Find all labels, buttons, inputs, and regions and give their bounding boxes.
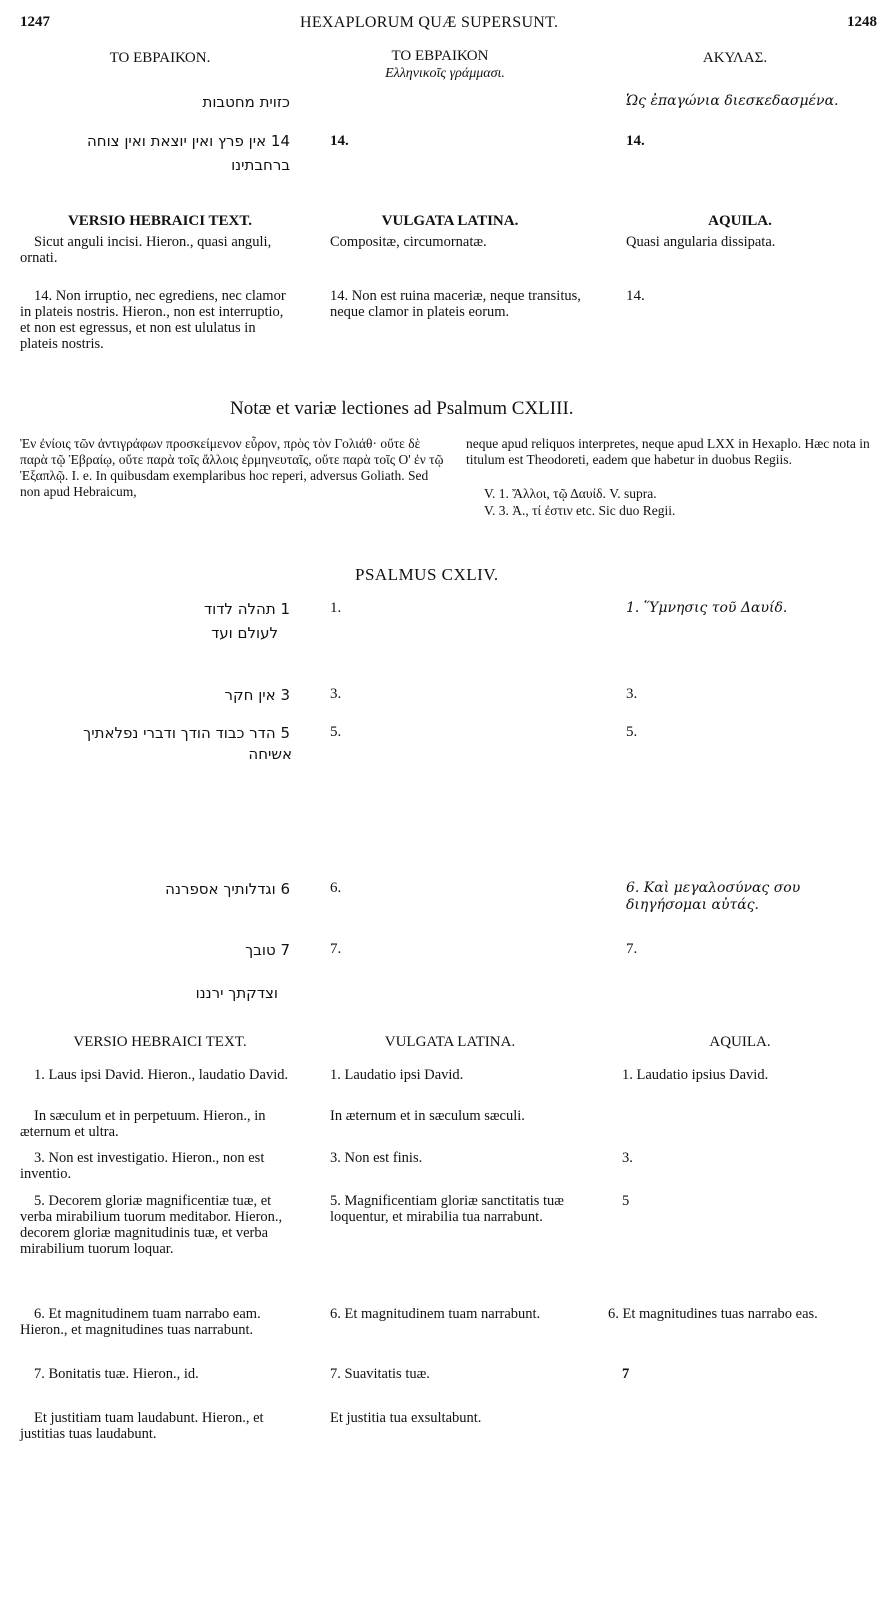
- graeco-v6: 6.: [330, 880, 342, 896]
- versio-2-v5: 5. Decorem gloriæ magnificentiæ tuæ, et verba mirabilium tuorum meditabor. Hieron., decorem gloriæ magnitudinis tuæ, et verba mirabilium tuorum loquar.: [20, 1193, 283, 1257]
- vulgata-v1: Compositæ, circumornatæ.: [330, 234, 487, 250]
- graeco-v7: 7.: [330, 941, 342, 957]
- page-number-right: 1248: [847, 14, 877, 30]
- notes-right-2: V. 1. Ἄλλοι, τῷ Δαυίδ. V. supra.: [484, 486, 657, 501]
- latin-head-aquila-2: AQUILA.: [709, 1034, 771, 1050]
- versio-2-v6: 6. Et magnitudinem tuam narrabo eam. Hieron., et magnitudines tuas narrabunt.: [20, 1306, 261, 1338]
- hebrew-v14-line2: ברחבתינו: [231, 156, 290, 174]
- notes-right-3: V. 3. Ἀ., τί ἐστιν etc. Sic duo Regii.: [484, 503, 676, 518]
- aquila-2-v6: 6. Et magnitudines tuas narrabo eas.: [608, 1306, 818, 1322]
- running-title: HEXAPLORUM QUÆ SUPERSUNT.: [300, 14, 559, 31]
- graeco-v1: 1.: [330, 600, 342, 616]
- aquila-v14: 14.: [626, 133, 645, 149]
- hebrew-v1: 1 תהלה לדוד: [203, 600, 290, 618]
- versio-2-v1b: In sæculum et in perpetuum. Hieron., in æternum et ultra.: [20, 1108, 266, 1140]
- psalm-title: PSALMUS CXLIV.: [355, 565, 499, 584]
- vulgata-2-v7b: Et justitia tua exsultabunt.: [330, 1410, 482, 1426]
- aquila-v5: 5.: [626, 724, 638, 740]
- versio-2-v3: 3. Non est investigatio. Hieron., non est inventio.: [20, 1150, 265, 1182]
- latin-head-aquila: AQUILA.: [708, 213, 772, 229]
- col-head-graeco: ΤΟ ΕΒΡΑΙΚΟΝ: [391, 48, 489, 64]
- hebrew-line: כזוית מחטבות: [202, 93, 290, 111]
- aquila-2-v3: 3.: [622, 1150, 633, 1166]
- versio-2-v7: 7. Bonitatis tuæ. Hieron., id.: [34, 1366, 199, 1382]
- vulgata-2-v7: 7. Suavitatis tuæ.: [330, 1366, 430, 1382]
- aquila-lat-v14: 14.: [626, 288, 645, 304]
- versio-v1: Sicut anguli incisi. Hieron., quasi anguli, ornati.: [20, 234, 272, 266]
- aquila-2-v7: 7: [622, 1366, 630, 1382]
- vulgata-v14: 14. Non est ruina maceriæ, neque transitus, neque clamor in plateis eorum.: [330, 288, 581, 320]
- col-subhead-graeco: Ελληνικοῖς γράμμασι.: [385, 66, 505, 81]
- notes-right-1: neque apud reliquos interpretes, neque apud LXX in Hexaplo. Hæc nota in titulum est Theodoreti, eadem que habetur in duobus Regiis.: [466, 436, 870, 467]
- versio-2-v7b: Et justitiam tuam laudabunt. Hieron., et justitias tuas laudabunt.: [20, 1410, 264, 1442]
- aquila-2-v5: 5: [622, 1193, 630, 1209]
- aquila-v7: 7.: [626, 941, 638, 957]
- graeco-v14: 14.: [330, 133, 349, 149]
- notes-title: Notæ et variæ lectiones ad Psalmum CXLIII.: [230, 398, 574, 419]
- aquila-v3: 3.: [626, 686, 638, 702]
- vulgata-2-v1: 1. Laudatio ipsi David.: [330, 1067, 464, 1083]
- vulgata-2-v5: 5. Magnificentiam gloriæ sanctitatis tuæ loquentur, et mirabilia tua narrabunt.: [330, 1193, 564, 1225]
- aquila-greek-line: Ὡς ἐπαγώνια διεσκεδασμένα.: [626, 93, 839, 109]
- hebrew-v1-line2: לעולם ועד: [211, 624, 278, 642]
- aquila-lat-v1: Quasi angularia dissipata.: [626, 234, 776, 250]
- vulgata-2-v3: 3. Non est finis.: [330, 1150, 423, 1166]
- hebrew-v6: 6 וגדלותיך אספרנה: [165, 880, 290, 898]
- hebrew-v7: 7 טובך: [245, 941, 290, 959]
- latin-head-vulgata-2: VULGATA LATINA.: [384, 1034, 516, 1050]
- graeco-v3: 3.: [330, 686, 342, 702]
- versio-v14: 14. Non irruptio, nec egrediens, nec clamor in plateis nostris. Hieron., non est interruptio, et non est egressus, et non est ululatus in plateis nostris.: [20, 288, 286, 352]
- hebrew-v5-line2: אשיחה: [248, 745, 292, 763]
- aquila-v6: 6. Καὶ μεγαλοσύνας σου διηγήσομαι αὐτάς.: [626, 880, 801, 913]
- latin-head-versio-2: VERSIO HEBRAICI TEXT.: [73, 1034, 247, 1050]
- hebrew-v14-line1: 14 אין פרץ ואין יוצאת ואין צוחה: [86, 132, 290, 150]
- hebrew-v3: 3 אין חקר: [224, 686, 290, 704]
- hebrew-v5: 5 הדר כבוד הודך ודברי נפלאתיך: [83, 724, 290, 742]
- page-number-left: 1247: [20, 14, 50, 30]
- latin-head-versio: VERSIO HEBRAICI TEXT.: [67, 213, 253, 229]
- hebrew-v7-line2: וצדקתך ירננו: [195, 984, 278, 1002]
- aquila-v1: 1. Ὕμνησις τοῦ Δαυίδ.: [626, 600, 788, 616]
- graeco-v5: 5.: [330, 724, 342, 740]
- notes-left: Ἐν ἐνίοις τῶν ἀντιγράφων προσκείμενον εὗρον, πρὸς τὸν Γολιάθ· οὔτε δὲ παρὰ τῷ Ἑβραίῳ, οὔτε παρὰ τοῖς ἄλλοις ἑρμηνευταῖς, οὔτε παρὰ τοῖς Ο' ἐν τῷ Ἑξαπλῷ. I. e. In quibusdam exemplaribus hoc reperi, adversus Goliath. Sed non apud Hebraicum,: [20, 436, 444, 499]
- latin-head-vulgata: VULGATA LATINA.: [381, 213, 519, 229]
- col-head-hebrew: ΤΟ ΕΒΡΑΙΚΟΝ.: [109, 50, 211, 66]
- versio-2-v1: 1. Laus ipsi David. Hieron., laudatio David.: [34, 1067, 289, 1083]
- col-head-aquila: ΑΚΥΛΑΣ.: [702, 50, 768, 66]
- vulgata-2-v6: 6. Et magnitudinem tuam narrabunt.: [330, 1306, 541, 1322]
- aquila-2-v1: 1. Laudatio ipsius David.: [622, 1067, 769, 1083]
- vulgata-2-v1b: In æternum et in sæculum sæculi.: [330, 1108, 525, 1124]
